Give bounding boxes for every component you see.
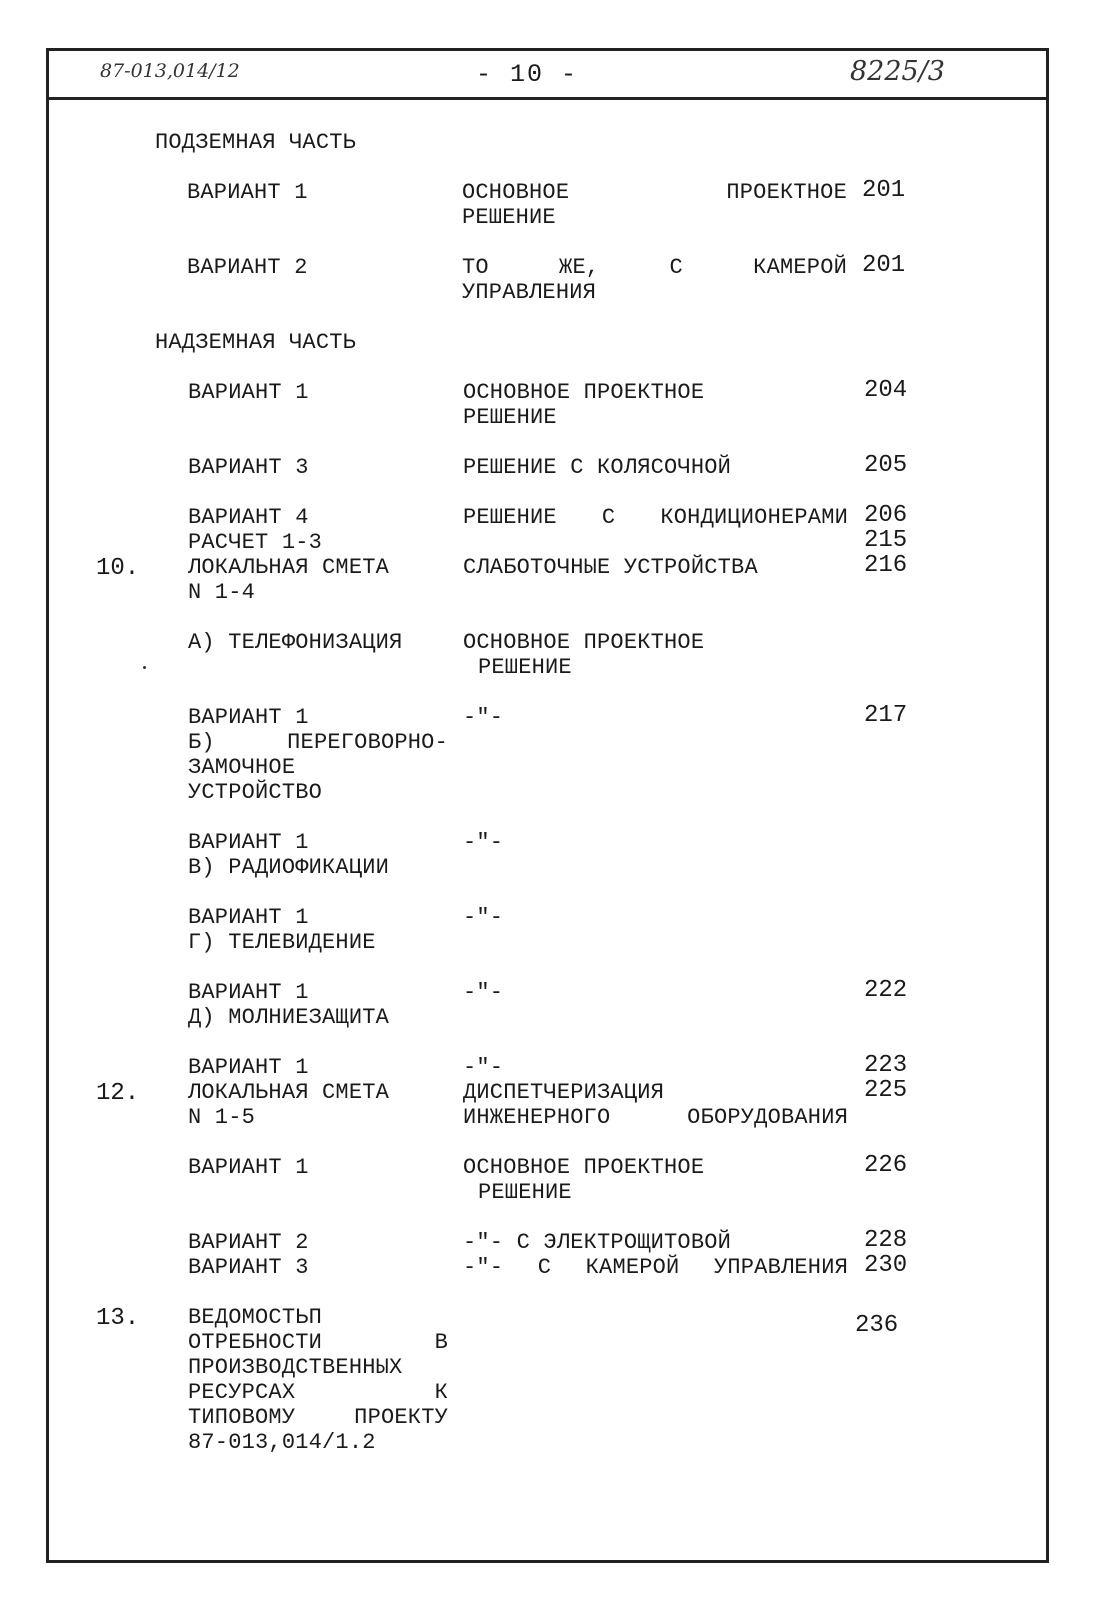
section-13-line3: ПРОИЗВОДСТВЕННЫХ bbox=[188, 1355, 403, 1380]
disp-v3-page: 230 bbox=[864, 1252, 908, 1279]
calc-page: 215 bbox=[864, 527, 908, 554]
tv-v1-desc: -"- bbox=[463, 905, 504, 930]
a-v1-desc-line1: ОСНОВНОЕ ПРОЕКТНОЕ bbox=[463, 380, 705, 405]
lightning-label: Д) МОЛНИЕЗАЩИТА bbox=[188, 1005, 390, 1030]
intercom-label-line3: УСТРОЙСТВО bbox=[188, 780, 323, 805]
section-10-title-line1: ЛОКАЛЬНАЯ СМЕТА bbox=[188, 555, 390, 580]
u-v1-page: 201 bbox=[862, 177, 906, 204]
u-v2-page: 201 bbox=[862, 252, 906, 279]
section-12-page: 225 bbox=[864, 1077, 908, 1104]
disp-v1-desc-line1: ОСНОВНОЕ ПРОЕКТНОЕ bbox=[463, 1155, 705, 1180]
lightning-v1-label: ВАРИАНТ 1 bbox=[188, 980, 309, 1005]
section-13-line5: ТИПОВОМУ ПРОЕКТУ bbox=[188, 1405, 448, 1430]
archive-number: 8225/3 bbox=[850, 56, 945, 87]
radio-v1-desc: -"- bbox=[463, 830, 504, 855]
tv-label: Г) ТЕЛЕВИДЕНИЕ bbox=[188, 930, 376, 955]
disp-v3-desc: -"- С КАМЕРОЙ УПРАВЛЕНИЯ bbox=[463, 1255, 848, 1280]
section-10-page: 216 bbox=[864, 552, 908, 579]
a-v4-label: ВАРИАНТ 4 bbox=[188, 505, 309, 530]
radio-label: В) РАДИОФИКАЦИИ bbox=[188, 855, 390, 880]
intercom-label-line2: ЗАМОЧНОЕ bbox=[188, 755, 296, 780]
u-v2-desc-line2: УПРАВЛЕНИЯ bbox=[462, 280, 597, 305]
section-10-title-line2: N 1-4 bbox=[188, 580, 256, 605]
intercom-v1-desc: -"- bbox=[463, 705, 504, 730]
section-12-desc-line1: ДИСПЕТЧЕРИЗАЦИЯ bbox=[463, 1080, 665, 1105]
page-number: - 10 - bbox=[476, 60, 579, 89]
lightning-v1-page: 222 bbox=[864, 977, 908, 1004]
heading-aboveground: НАДЗЕМНАЯ ЧАСТЬ bbox=[155, 330, 357, 355]
section-12-title-line2: N 1-5 bbox=[188, 1105, 256, 1130]
a-v1-page: 204 bbox=[864, 377, 908, 404]
section-12-title-line1: ЛОКАЛЬНАЯ СМЕТА bbox=[188, 1080, 390, 1105]
disp-v1-page: 226 bbox=[864, 1152, 908, 1179]
tv-v1-label: ВАРИАНТ 1 bbox=[188, 905, 309, 930]
telephony-desc-line1: ОСНОВНОЕ ПРОЕКТНОЕ bbox=[463, 630, 705, 655]
disp-v2-label: ВАРИАНТ 2 bbox=[188, 1230, 309, 1255]
heading-underground: ПОДЗЕМНАЯ ЧАСТЬ bbox=[155, 130, 357, 155]
header-divider bbox=[46, 97, 1049, 100]
section-12-desc-line2: ИНЖЕНЕРНОГО ОБОРУДОВАНИЯ bbox=[463, 1105, 848, 1130]
disp-v2-page: 228 bbox=[864, 1227, 908, 1254]
section-13-line1: ВЕДОМОСТЬП bbox=[188, 1305, 323, 1330]
lightning-next-v1-desc: -"- bbox=[463, 1055, 504, 1080]
intercom-v1-page: 217 bbox=[864, 702, 908, 729]
section-13-page: 236 bbox=[855, 1312, 899, 1339]
a-v3-label: ВАРИАНТ 3 bbox=[188, 455, 309, 480]
stray-mark bbox=[143, 666, 146, 669]
section-12-number: 12. bbox=[96, 1080, 140, 1107]
section-13-line2: ОТРЕБНОСТИ В bbox=[188, 1330, 448, 1355]
lightning-next-v1-label: ВАРИАНТ 1 bbox=[188, 1055, 309, 1080]
intercom-label-line1: Б) ПЕРЕГОВОРНО- bbox=[188, 730, 448, 755]
lightning-v1-desc: -"- bbox=[463, 980, 504, 1005]
a-v3-desc: РЕШЕНИЕ С КОЛЯСОЧНОЙ bbox=[463, 455, 732, 480]
u-v1-desc-line2: РЕШЕНИЕ bbox=[462, 205, 556, 230]
u-v2-label: ВАРИАНТ 2 bbox=[187, 255, 308, 280]
a-v4-desc: РЕШЕНИЕ С КОНДИЦИОНЕРАМИ bbox=[463, 505, 848, 530]
doc-code: 87-013,014/12 bbox=[100, 60, 240, 82]
calc-label: РАСЧЕТ 1-3 bbox=[188, 530, 323, 555]
intercom-v1-label: ВАРИАНТ 1 bbox=[188, 705, 309, 730]
u-v1-desc-line1: ОСНОВНОЕ ПРОЕКТНОЕ bbox=[462, 180, 847, 205]
telephony-label: А) ТЕЛЕФОНИЗАЦИЯ bbox=[188, 630, 403, 655]
section-13-line4: РЕСУРСАХ К bbox=[188, 1380, 448, 1405]
radio-v1-label: ВАРИАНТ 1 bbox=[188, 830, 309, 855]
a-v4-page: 206 bbox=[864, 502, 908, 529]
disp-v2-desc: -"- С ЭЛЕКТРОЩИТОВОЙ bbox=[463, 1230, 732, 1255]
u-v1-label: ВАРИАНТ 1 bbox=[187, 180, 308, 205]
a-v3-page: 205 bbox=[864, 452, 908, 479]
a-v1-desc-line2: РЕШЕНИЕ bbox=[463, 405, 557, 430]
section-13-line6: 87-013,014/1.2 bbox=[188, 1430, 376, 1455]
lightning-next-v1-page: 223 bbox=[864, 1052, 908, 1079]
section-10-desc: СЛАБОТОЧНЫЕ УСТРОЙСТВА bbox=[463, 555, 758, 580]
section-10-number: 10. bbox=[96, 555, 140, 582]
telephony-desc-line2: РЕШЕНИЕ bbox=[478, 655, 572, 680]
u-v2-desc-line1: ТО ЖЕ, С КАМЕРОЙ bbox=[462, 255, 847, 280]
disp-v1-desc-line2: РЕШЕНИЕ bbox=[478, 1180, 572, 1205]
section-13-number: 13. bbox=[96, 1305, 140, 1332]
a-v1-label: ВАРИАНТ 1 bbox=[188, 380, 309, 405]
disp-v3-label: ВАРИАНТ 3 bbox=[188, 1255, 309, 1280]
disp-v1-label: ВАРИАНТ 1 bbox=[188, 1155, 309, 1180]
